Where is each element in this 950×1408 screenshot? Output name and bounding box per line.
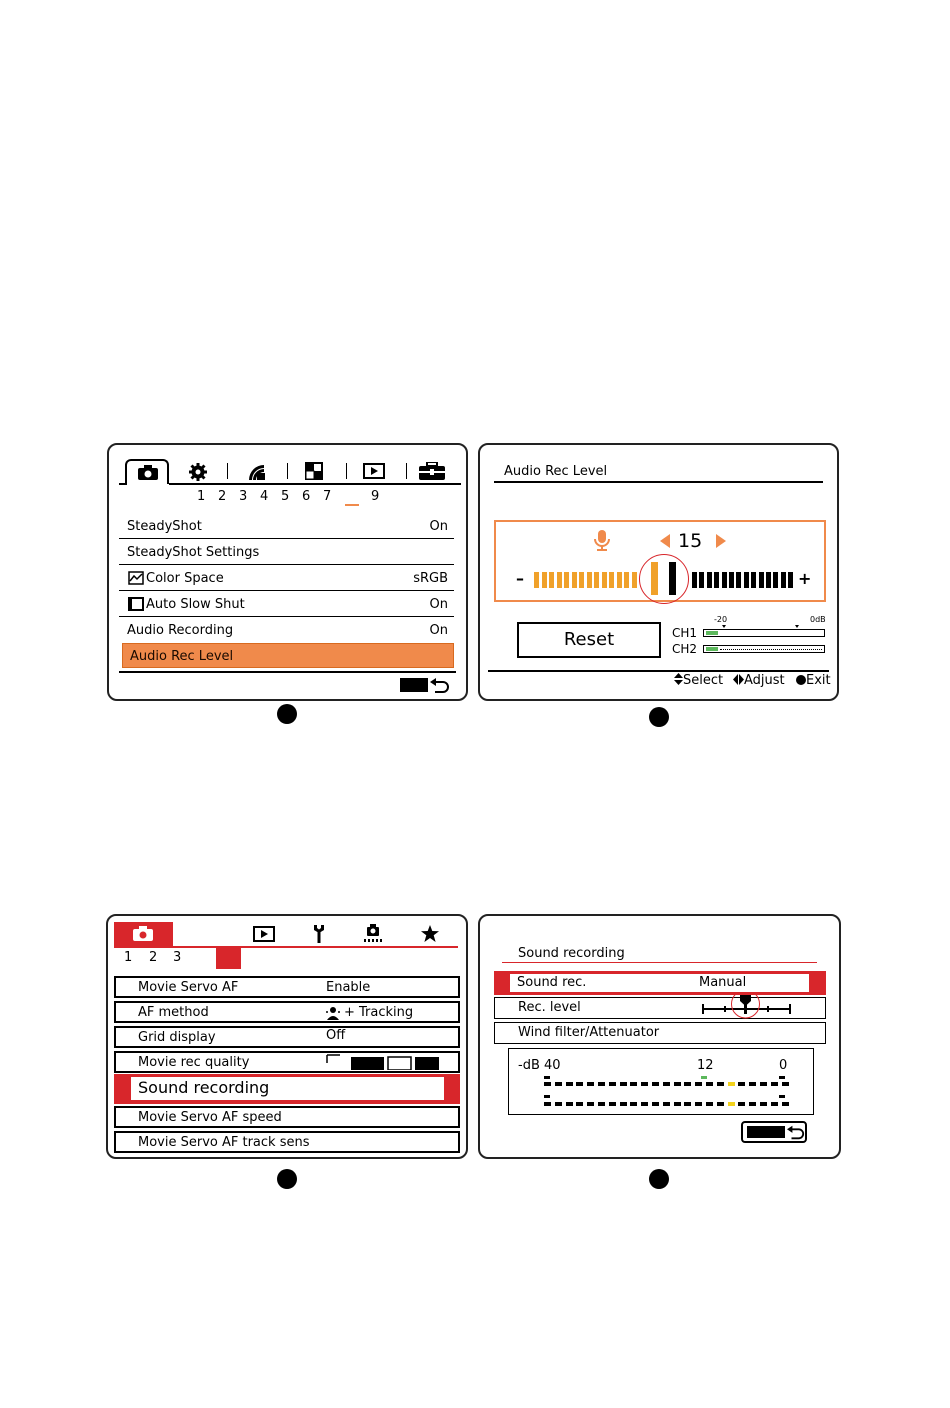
meter-dash: [641, 1102, 648, 1106]
menu-item-label: Sound recording: [138, 1078, 270, 1097]
level-bar-segment: [594, 572, 599, 588]
ch1-peak-marker: [795, 625, 799, 628]
meter-dash: [652, 1082, 659, 1086]
page-number[interactable]: 5: [281, 489, 290, 504]
menu-item-label: Movie rec quality: [138, 1055, 250, 1070]
toolbox-icon[interactable]: [419, 462, 445, 480]
meter-dash: [674, 1102, 681, 1106]
meter-dash: [544, 1102, 551, 1106]
option-label: Sound rec.: [517, 975, 587, 990]
return-arrow-icon: [787, 1124, 805, 1140]
menu-item-value: Enable: [326, 980, 371, 995]
meter-dash: [576, 1082, 583, 1086]
menu-item-audio-recording[interactable]: [119, 617, 454, 643]
level-bar-segment: [744, 572, 749, 588]
meter-dash: [576, 1102, 583, 1106]
meter-dash: [782, 1102, 789, 1106]
wrench-icon[interactable]: [312, 925, 326, 943]
title-divider: [502, 962, 817, 963]
display-settings-icon[interactable]: [305, 462, 323, 480]
level-bar-segment: [707, 572, 712, 588]
level-bar-segment: [572, 572, 577, 588]
level-bar-segment: [542, 572, 547, 588]
page-number[interactable]: 4: [260, 489, 269, 504]
ch1-meter: [703, 629, 825, 637]
button-key-block: [400, 678, 428, 692]
meter-dash: [684, 1082, 691, 1086]
meter-dash: [771, 1082, 778, 1086]
exit-hint-label: Exit: [806, 673, 831, 688]
camera-icon: [133, 926, 153, 941]
tab-underline: [169, 483, 461, 485]
menu-item-value: On: [429, 597, 448, 612]
meter-scale-high: 0dB: [810, 615, 826, 624]
knob-highlight-circle: [639, 554, 689, 604]
menu-item-af-method[interactable]: [114, 1001, 460, 1023]
option-label: Wind filter/Attenuator: [518, 1025, 660, 1040]
sound-recording-screen: [478, 914, 841, 1159]
meter-dash: [738, 1102, 745, 1106]
meter-dash: [598, 1102, 605, 1106]
option-value: Manual: [699, 975, 747, 990]
level-bar-segment: [617, 572, 622, 588]
level-bar-segment: [557, 572, 562, 588]
meter-dash: [555, 1102, 562, 1106]
audio-meter: [670, 615, 830, 661]
meter-dash: [630, 1102, 637, 1106]
tab-camera-active[interactable]: [114, 922, 173, 946]
menu-item-sound-recording-selected[interactable]: [114, 1074, 460, 1104]
rec-level-slider[interactable]: [700, 992, 800, 1022]
page-number[interactable]: 1: [197, 489, 206, 504]
center-button-icon: [796, 675, 806, 685]
meter-dash: [609, 1082, 616, 1086]
option-wind-filter-attenuator[interactable]: [494, 1022, 826, 1044]
meter-dash: [620, 1082, 627, 1086]
meter-dash: [738, 1082, 745, 1086]
meter-dash: [717, 1082, 724, 1086]
level-bar-segment: [766, 572, 771, 588]
movie-frame-icon: [128, 597, 144, 611]
page-number[interactable]: 6: [302, 489, 311, 504]
scale-marker-right: [779, 1095, 785, 1098]
meter-dash: [706, 1082, 713, 1086]
menu-item-label: SteadyShot: [127, 519, 202, 534]
tab-underline: [114, 946, 458, 948]
up-down-arrows-icon: [674, 673, 683, 685]
menu-item-steadyshot-settings[interactable]: [119, 539, 454, 565]
minus-sign: –: [516, 569, 524, 588]
meter-dash: [749, 1102, 756, 1106]
screen-title: Sound recording: [518, 946, 625, 961]
title-divider: [494, 481, 823, 483]
scale-marker-left: [544, 1076, 550, 1079]
audio-level-meter: [508, 1048, 814, 1115]
level-bar-segment: [751, 572, 756, 588]
star-icon[interactable]: [421, 925, 439, 942]
level-bar-segment: [699, 572, 704, 588]
microphone-icon: [594, 530, 610, 552]
select-hint: [674, 673, 723, 688]
menu-item-label: Movie Servo AF speed: [138, 1110, 282, 1125]
back-button[interactable]: [741, 1121, 807, 1143]
decrease-arrow-icon[interactable]: [660, 534, 670, 548]
callout-marker: [277, 704, 297, 724]
callout-marker: [649, 1169, 669, 1189]
page-number-list: [197, 489, 397, 509]
meter-dash: [771, 1102, 778, 1106]
ch2-scale-dots: [720, 649, 822, 650]
meter-dash: [749, 1082, 756, 1086]
reset-button-label: Reset: [563, 629, 615, 650]
exit-hint: [796, 673, 831, 688]
meter-dash: [587, 1082, 594, 1086]
level-bar-segment: [722, 572, 727, 588]
level-bar-segment: [729, 572, 734, 588]
level-adjust-box[interactable]: [494, 520, 826, 602]
meter-label-mid: 12: [697, 1058, 714, 1073]
page-number[interactable]: 3: [239, 489, 248, 504]
color-space-icon: [128, 571, 144, 585]
menu-item-movie-servo-af[interactable]: [114, 976, 460, 998]
scale-marker-right: [779, 1076, 785, 1079]
face-tracking-icon: [326, 1006, 340, 1020]
tab-camera-active[interactable]: [125, 459, 169, 484]
menu-item-value: sRGB: [413, 571, 448, 586]
level-bar-segment: [759, 572, 764, 588]
menu-item-label: Grid display: [138, 1030, 216, 1045]
meter-dash: [717, 1102, 724, 1106]
level-bar-segment: [549, 572, 554, 588]
level-bar-segment: [602, 572, 607, 588]
meter-dash: [566, 1082, 573, 1086]
current-page-marker: [345, 504, 359, 506]
selected-item-inner: [510, 974, 809, 992]
menu-item-auto-slow-shut[interactable]: [119, 591, 454, 617]
level-bar-segment: [609, 572, 614, 588]
canon-menu-screen: [106, 914, 468, 1159]
scale-marker-mid: [701, 1076, 707, 1079]
menu-item-value: On: [429, 623, 448, 638]
callout-marker: [649, 707, 669, 727]
left-right-arrows-icon: [733, 674, 744, 685]
ch1-peak-marker: [722, 625, 726, 628]
menu-item-label: Auto Slow Shut: [146, 597, 245, 612]
menu-item-label: AF method: [138, 1005, 209, 1020]
menu-item-label: Movie Servo AF track sens: [138, 1135, 310, 1150]
menu-item-label: SteadyShot Settings: [127, 545, 260, 560]
ch2-level-fill: [706, 647, 718, 651]
selected-item-inner: [131, 1077, 444, 1100]
meter-dash: [555, 1082, 562, 1086]
level-bar-segment: [534, 572, 539, 588]
page-number[interactable]: 2: [218, 489, 227, 504]
level-bar-segment: [773, 572, 778, 588]
level-bar-segment: [579, 572, 584, 588]
menu-item-label: Color Space: [146, 571, 224, 586]
menu-item-value: On: [429, 519, 448, 534]
meter-dash: [609, 1102, 616, 1106]
level-bar-segment: [736, 572, 741, 588]
level-bar-segment: [781, 572, 786, 588]
level-bar-segment: [714, 572, 719, 588]
meter-dash: [587, 1102, 594, 1106]
page-number[interactable]: 2: [149, 950, 158, 965]
meter-label-left: -dB 40: [518, 1058, 561, 1073]
playback-icon[interactable]: [363, 463, 385, 479]
level-bar-segment: [788, 572, 793, 588]
level-bar-segment: [692, 572, 697, 588]
select-hint-label: Select: [683, 673, 724, 688]
level-value: 15: [678, 530, 703, 552]
meter-dash: [598, 1082, 605, 1086]
screen-title: Audio Rec Level: [504, 464, 608, 479]
meter-dash: [544, 1082, 551, 1086]
scale-marker-left: [544, 1095, 550, 1098]
meter-dash: [728, 1102, 735, 1106]
adjust-hint-label: Adjust: [744, 673, 785, 688]
sony-menu-screen: [107, 443, 468, 701]
callout-marker: [277, 1169, 297, 1189]
ch1-label: CH1: [672, 626, 698, 640]
plus-sign: +: [798, 569, 812, 588]
menu-item-movie-servo-af-track-sens[interactable]: [114, 1131, 460, 1153]
meter-dash: [684, 1102, 691, 1106]
meter-label-right: 0: [779, 1058, 788, 1073]
button-key-block: [747, 1126, 785, 1138]
menu-item-label: Audio Rec Level: [130, 649, 234, 664]
footer-hints: [674, 673, 834, 691]
footer-divider: [488, 670, 829, 672]
current-page-marker: [216, 948, 241, 969]
increase-arrow-icon[interactable]: [716, 534, 726, 548]
page-number[interactable]: 1: [124, 950, 133, 965]
option-label: Rec. level: [518, 1000, 581, 1015]
adjust-hint: [733, 673, 785, 688]
meter-dash: [760, 1102, 767, 1106]
meter-dash: [663, 1082, 670, 1086]
level-bar-segment: [624, 572, 629, 588]
meter-dash: [706, 1102, 713, 1106]
level-bar-segment: [587, 572, 592, 588]
reset-button[interactable]: [517, 622, 661, 658]
level-bar-segment: [564, 572, 569, 588]
back-button[interactable]: [400, 677, 450, 693]
meter-dash: [630, 1082, 637, 1086]
meter-dash: [641, 1082, 648, 1086]
menu-item-label: Audio Recording: [127, 623, 234, 638]
page-number[interactable]: 7: [323, 489, 332, 504]
gear-icon[interactable]: [189, 463, 207, 481]
custom-function-icon[interactable]: [363, 924, 383, 943]
camera-icon: [138, 465, 158, 480]
meter-dash: [674, 1082, 681, 1086]
ch2-label: CH2: [672, 642, 698, 656]
meter-dash: [782, 1082, 789, 1086]
menu-item-value: + Tracking: [344, 1005, 414, 1020]
network-icon[interactable]: [247, 463, 267, 481]
footer-divider: [119, 671, 456, 673]
menu-item-color-space[interactable]: [119, 565, 454, 591]
menu-item-movie-rec-quality[interactable]: [114, 1051, 460, 1073]
menu-item-steadyshot[interactable]: [119, 513, 454, 539]
ch1-level-fill: [706, 631, 718, 635]
meter-dash: [663, 1102, 670, 1106]
menu-item-value: Off: [326, 1028, 346, 1043]
option-rec-level[interactable]: [494, 997, 826, 1019]
quality-format-icon: [326, 1054, 444, 1070]
ch2-meter: [703, 645, 825, 653]
return-arrow-icon: [430, 677, 450, 693]
meter-dash: [695, 1102, 702, 1106]
menu-item-audio-rec-level-selected[interactable]: [122, 643, 454, 668]
meter-dash: [728, 1082, 735, 1086]
meter-dash: [695, 1082, 702, 1086]
menu-item-grid-display[interactable]: [114, 1026, 460, 1048]
menu-item-movie-servo-af-speed[interactable]: [114, 1106, 460, 1128]
meter-dash: [566, 1102, 573, 1106]
audio-rec-level-screen: [478, 443, 839, 701]
meter-scale-low: -20: [714, 615, 728, 624]
meter-dash: [760, 1082, 767, 1086]
tab-bar: [123, 459, 463, 485]
channel-2-level-row: [544, 1102, 794, 1107]
meter-dash: [652, 1102, 659, 1106]
page-number[interactable]: 3: [173, 950, 182, 965]
tab-underline-left: [119, 483, 127, 485]
page-number[interactable]: 9: [371, 489, 380, 504]
playback-icon[interactable]: [253, 926, 275, 942]
level-bar-segment: [632, 572, 637, 588]
menu-item-label: Movie Servo AF: [138, 980, 239, 995]
meter-dash: [620, 1102, 627, 1106]
channel-1-level-row: [544, 1082, 794, 1087]
